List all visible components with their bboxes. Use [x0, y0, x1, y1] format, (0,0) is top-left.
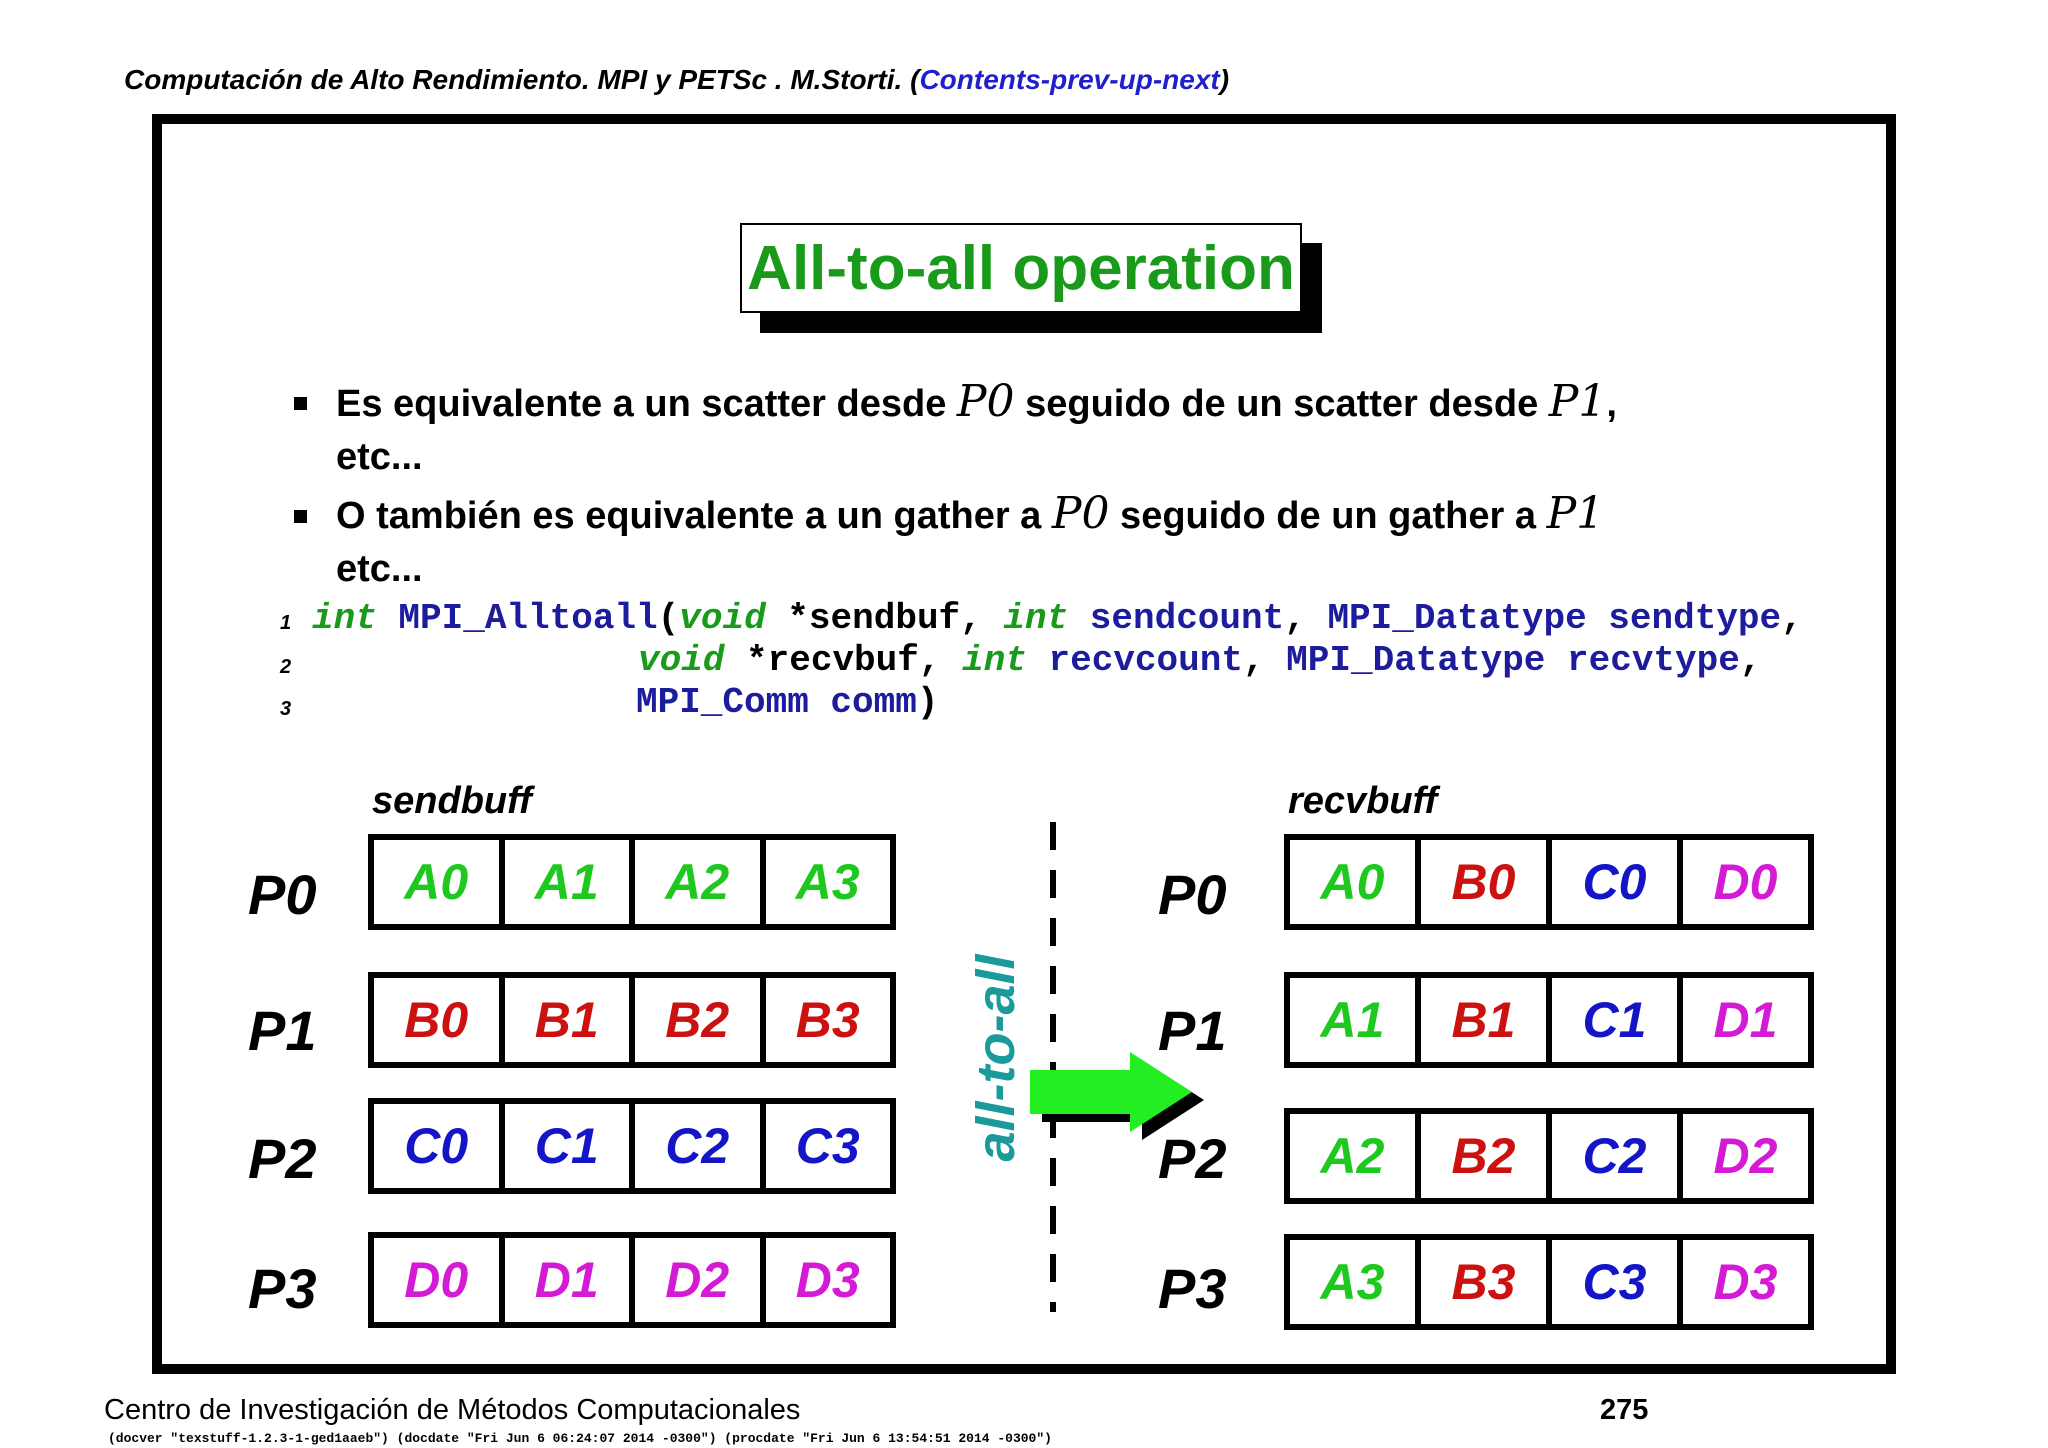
- sendbuff-row-p0: [368, 834, 896, 930]
- buffer-cell: A1: [1290, 978, 1421, 1062]
- buffer-cell: A0: [374, 840, 505, 924]
- buffer-cell: B3: [795, 992, 860, 1048]
- code-line-number: 2: [280, 656, 292, 678]
- slide-title: All-to-all operation: [740, 223, 1302, 313]
- nav-separator: -: [1109, 64, 1119, 95]
- sendbuff-row-p3: [368, 1232, 896, 1328]
- buffer-cell: D0: [374, 1238, 505, 1322]
- bullet-1-line-2: etc...: [336, 436, 423, 478]
- operation-label: all-to-all: [966, 954, 1026, 1162]
- buffer-cell: B1: [505, 978, 636, 1062]
- buffer-cell: A3: [1290, 1240, 1421, 1324]
- buffer-cell: B2: [635, 978, 766, 1062]
- buffer-cell: A3: [795, 854, 860, 910]
- code-line-2: void *recvbuf, int recvcount, MPI_Datatype recvtype,: [638, 640, 1762, 681]
- buffer-cell: C3: [795, 1118, 860, 1174]
- code-line-number: 1: [280, 612, 292, 634]
- buffer-cell: C1: [1552, 978, 1683, 1062]
- bullet-marker: [294, 397, 307, 410]
- math-p1: P1: [1546, 488, 1605, 539]
- buffer-cell: D3: [1713, 1254, 1778, 1310]
- process-label-p0: P0: [248, 863, 317, 926]
- buffer-cell: B0: [374, 978, 505, 1062]
- buffer-cell: B0: [1421, 840, 1552, 924]
- process-label-p0: P0: [1158, 863, 1227, 926]
- code-line-1: int MPI_Alltoall(void *sendbuf, int sendcount, MPI_Datatype sendtype,: [312, 598, 1803, 639]
- buffer-cell: C1: [505, 1104, 636, 1188]
- math-p1: P1: [1548, 376, 1607, 427]
- recvbuff-row-p2: [1284, 1108, 1814, 1204]
- code-line-number: 3: [280, 698, 292, 720]
- sendbuff-label: sendbuff: [372, 780, 532, 822]
- buffer-cell: D2: [635, 1238, 766, 1322]
- buffer-cell: D0: [1713, 854, 1778, 910]
- buffer-cell: C2: [1552, 1114, 1683, 1198]
- buffer-cell: D1: [505, 1238, 636, 1322]
- buffer-cell: A1: [505, 840, 636, 924]
- buffer-cell: A0: [1290, 840, 1421, 924]
- buffer-cell: D1: [1713, 992, 1778, 1048]
- process-label-p3: P3: [1158, 1257, 1227, 1320]
- bullet-1-line-1: Es equivalente a un scatter desde P0 seguido de un scatter desde P1,: [336, 376, 1617, 427]
- nav-separator: -: [1152, 64, 1163, 95]
- buffer-cell: B3: [1421, 1240, 1552, 1324]
- buffer-cell: D3: [795, 1252, 860, 1308]
- buffer-cell: B1: [1421, 978, 1552, 1062]
- nav-up-link[interactable]: up: [1118, 64, 1153, 95]
- nav-prev-link[interactable]: prev: [1050, 64, 1110, 95]
- recvbuff-row-p0: [1284, 834, 1814, 930]
- recvbuff-row-p1: [1284, 972, 1814, 1068]
- page-header: [124, 64, 1229, 96]
- math-p0: P0: [956, 376, 1015, 427]
- math-p0: P0: [1051, 488, 1110, 539]
- process-label-p1: P1: [248, 999, 317, 1062]
- buffer-cell: C3: [1552, 1240, 1683, 1324]
- buffer-cell: C2: [635, 1104, 766, 1188]
- page-number: 275: [1600, 1394, 1649, 1426]
- nav-contents-link[interactable]: Contents: [919, 64, 1041, 95]
- buffer-cell: D2: [1713, 1128, 1778, 1184]
- process-label-p1: P1: [1158, 999, 1227, 1062]
- bullet-marker: [294, 510, 307, 523]
- nav-separator: -: [1040, 64, 1051, 95]
- buffer-cell: A2: [1290, 1114, 1421, 1198]
- buffer-cell: A2: [635, 840, 766, 924]
- code-line-3: MPI_Comm comm): [636, 682, 939, 723]
- process-label-p2: P2: [1158, 1127, 1227, 1190]
- process-label-p3: P3: [248, 1257, 317, 1320]
- footer-institution: Centro de Investigación de Métodos Computacionales: [104, 1394, 801, 1426]
- bullet-2-line-1: O también es equivalente a un gather a P0 seguido de un gather a P1: [336, 488, 1605, 539]
- recvbuff-label: recvbuff: [1288, 780, 1438, 822]
- sendbuff-row-p1: [368, 972, 896, 1068]
- header-text: Computación de Alto Rendimiento. MPI y PETSc . M.Storti. (: [124, 64, 920, 95]
- buffer-cell: C0: [374, 1104, 505, 1188]
- buffer-cell: B2: [1421, 1114, 1552, 1198]
- buffer-cell: C0: [1552, 840, 1683, 924]
- process-label-p2: P2: [248, 1127, 317, 1190]
- nav-next-link[interactable]: next: [1162, 64, 1220, 95]
- bullet-2-line-2: etc...: [336, 548, 423, 590]
- recvbuff-row-p3: [1284, 1234, 1814, 1330]
- sendbuff-row-p2: [368, 1098, 896, 1194]
- right-arrow-icon: [1030, 1052, 1210, 1142]
- footer-metadata: (docver "texstuff-1.2.3-1-ged1aaeb") (docdate "Fri Jun 6 06:24:07 2014 -0300") (procdate "Fri Jun 6 13:54:51 2014 -0300"): [108, 1431, 1052, 1446]
- header-suffix: ): [1219, 64, 1230, 95]
